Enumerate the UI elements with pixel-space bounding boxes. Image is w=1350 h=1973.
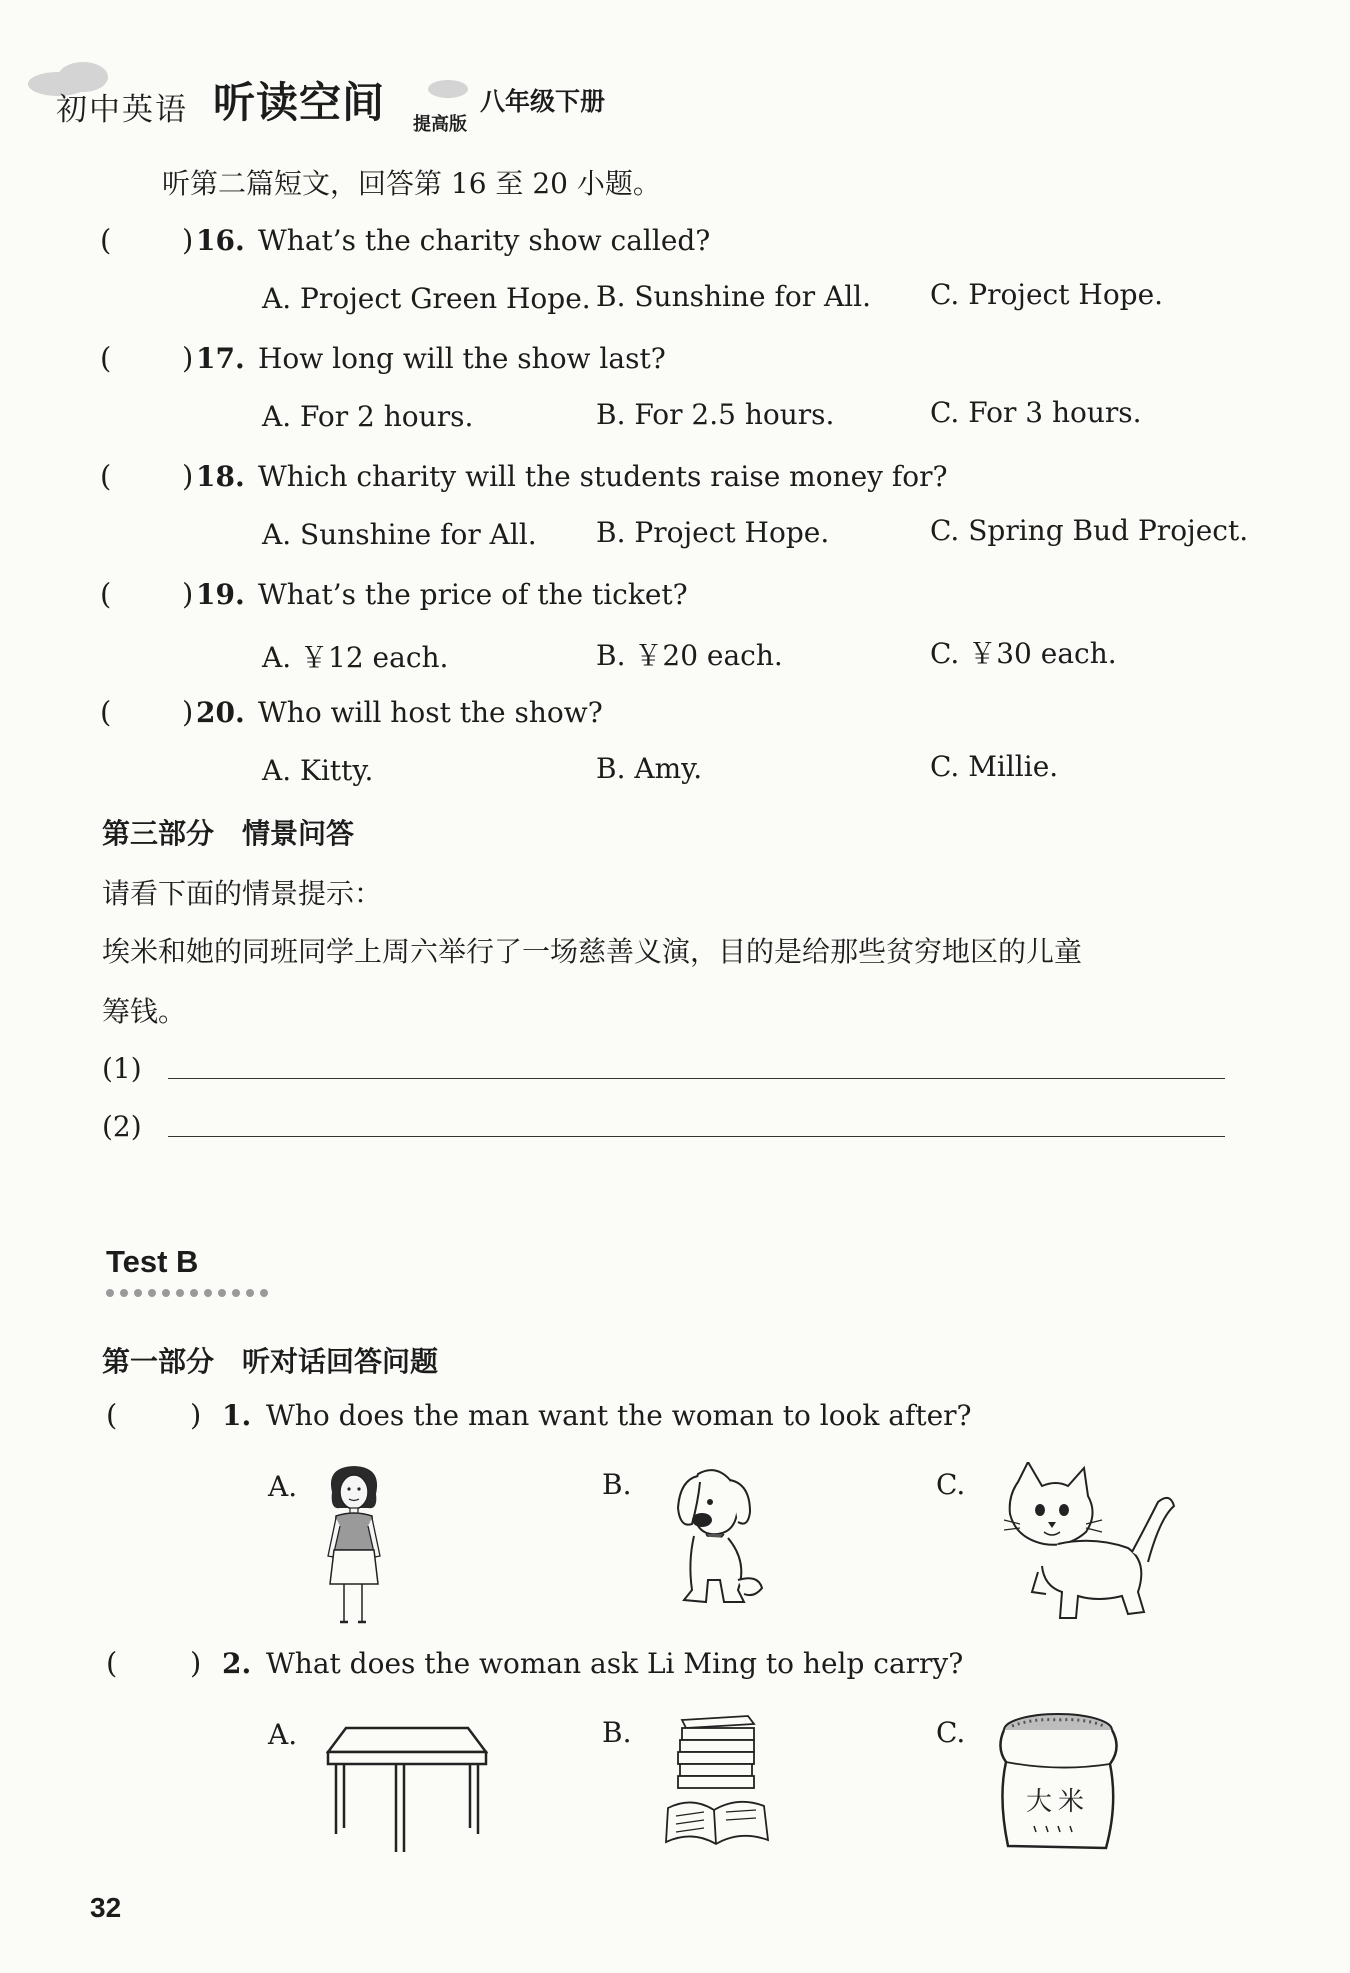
- question-text: What does the woman ask Li Ming to help carry?: [266, 1647, 964, 1680]
- question-text: Who does the man want the woman to look after?: [266, 1399, 972, 1432]
- question-number: 19.: [196, 578, 245, 611]
- answer-paren-right: ): [182, 341, 194, 375]
- grade-label: 八年级下册: [480, 87, 606, 116]
- answer-paren-right: ): [182, 695, 194, 729]
- option-b: B. For 2.5 hours.: [596, 398, 835, 431]
- option-c: C. ￥30 each.: [930, 637, 1117, 670]
- option-b: B. Project Hope.: [596, 516, 830, 549]
- answer-paren-right: ): [190, 1646, 202, 1680]
- option-b: B. Sunshine for All.: [596, 280, 872, 313]
- answer-paren-left: (: [100, 459, 112, 493]
- part3-title: 第三部分 情景问答: [102, 817, 355, 850]
- test-b-title: Test B: [106, 1244, 199, 1279]
- option-b-label: B.: [602, 1468, 632, 1501]
- answer-paren-left: (: [100, 341, 112, 375]
- option-b: B. ￥20 each.: [596, 639, 783, 672]
- question-text: What’s the price of the ticket?: [258, 578, 688, 611]
- section-intro: 听第二篇短文，回答第 16 至 20 小题。: [162, 167, 661, 200]
- question-number: 20.: [196, 696, 245, 729]
- test-b-part1-title: 第一部分 听对话回答问题: [102, 1345, 439, 1378]
- question-number: 17.: [196, 342, 245, 375]
- question-number: 2.: [222, 1647, 252, 1680]
- answer-paren-left: (: [100, 223, 112, 257]
- question-number: 1.: [222, 1399, 252, 1432]
- question-number: 18.: [196, 460, 245, 493]
- part3-scenario-line1: 埃米和她的同班同学上周六举行了一场慈善义演，目的是给那些贫穷地区的儿童: [102, 935, 1083, 968]
- option-a-label: A.: [268, 1470, 298, 1503]
- option-c-label: C.: [936, 1468, 966, 1501]
- answer-paren-right: ): [182, 459, 194, 493]
- option-b: B. Amy.: [596, 752, 703, 785]
- option-c-label: C.: [936, 1716, 966, 1749]
- option-c: C. Millie.: [930, 750, 1059, 783]
- option-a: A. Sunshine for All.: [262, 518, 537, 551]
- option-b-label: B.: [602, 1716, 632, 1749]
- cloud-decoration: [428, 80, 468, 98]
- answer-paren-left: (: [106, 1398, 118, 1432]
- cat-icon: [998, 1462, 1178, 1632]
- answer-label-1: (1): [102, 1052, 142, 1085]
- page-number: 32: [90, 1892, 122, 1923]
- answer-paren-left: (: [100, 577, 112, 611]
- answer-paren-right: ): [182, 223, 194, 257]
- option-c: C. Project Hope.: [930, 278, 1164, 311]
- part3-scenario-line2: 筹钱。: [102, 995, 187, 1028]
- option-a: A. Kitty.: [262, 754, 374, 787]
- question-text: What’s the charity show called?: [258, 224, 711, 257]
- answer-paren-left: (: [100, 695, 112, 729]
- answer-paren-right: ): [182, 577, 194, 611]
- table-icon: [326, 1724, 488, 1856]
- option-a: A. For 2 hours.: [262, 400, 474, 433]
- answer-label-2: (2): [102, 1110, 142, 1143]
- dog-icon: [658, 1462, 768, 1612]
- answer-line-1[interactable]: [168, 1078, 1225, 1079]
- option-a: A. ￥12 each.: [262, 641, 449, 674]
- rice-bag-label: 大米: [1025, 1787, 1091, 1817]
- answer-paren-right: ): [190, 1398, 202, 1432]
- books-icon: [664, 1712, 772, 1852]
- woman-icon: [318, 1462, 390, 1630]
- option-c: C. Spring Bud Project.: [930, 514, 1249, 547]
- option-a: A. Project Green Hope.: [262, 282, 591, 315]
- answer-line-2[interactable]: [168, 1136, 1225, 1137]
- series-title: 初中英语: [56, 92, 188, 128]
- page-header: [28, 62, 728, 152]
- rice-bag-icon: [994, 1708, 1124, 1856]
- edition-label: 提高版: [413, 114, 467, 135]
- title-dots-decoration: [106, 1289, 268, 1297]
- brand-logo: 听读空间: [213, 78, 386, 127]
- question-text: Who will host the show?: [258, 696, 603, 729]
- part3-prompt-label: 请看下面的情景提示：: [102, 877, 383, 910]
- option-a-label: A.: [268, 1718, 298, 1751]
- question-text: Which charity will the students raise money for?: [258, 460, 948, 493]
- question-number: 16.: [196, 224, 245, 257]
- question-text: How long will the show last?: [258, 342, 666, 375]
- answer-paren-left: (: [106, 1646, 118, 1680]
- option-c: C. For 3 hours.: [930, 396, 1142, 429]
